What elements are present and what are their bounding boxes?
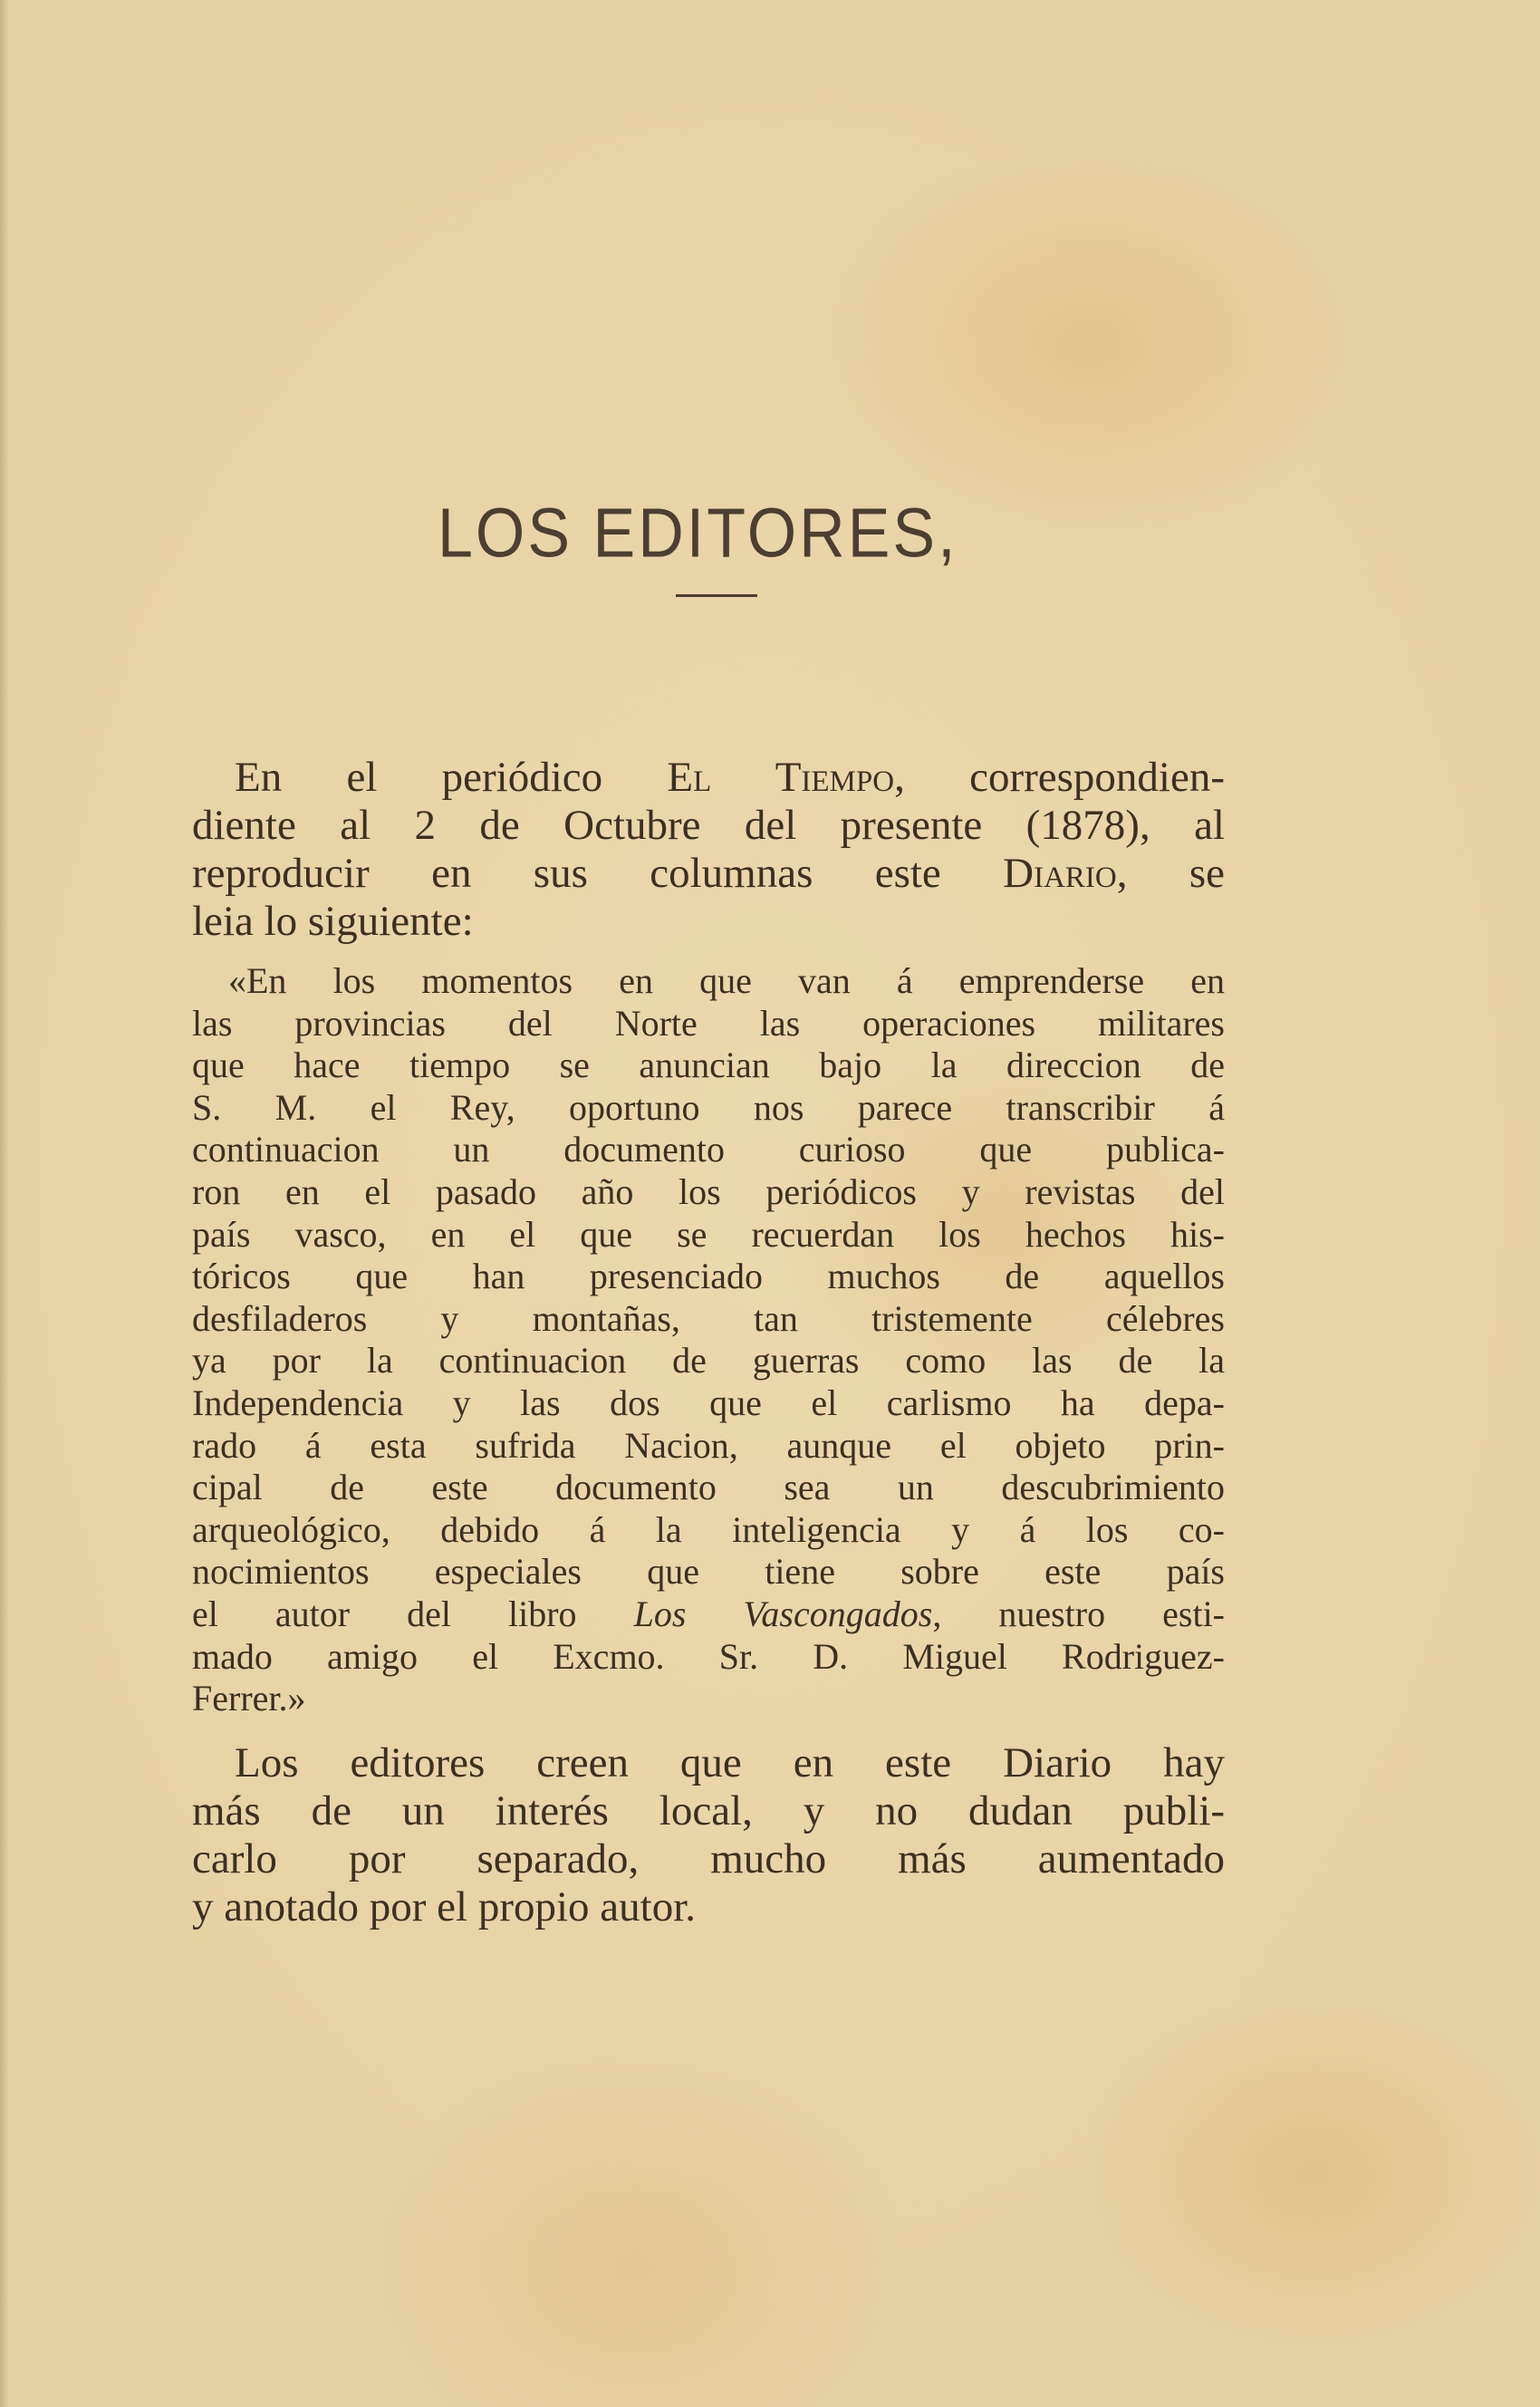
text-line: [192, 1636, 1225, 1679]
text-segment: rado á esta sufrida Nacion, aunque el objeto prin-: [192, 1424, 1225, 1466]
text-segment: ron en el pasado año los periódicos y revistas del: [192, 1170, 1225, 1212]
text-segment: mado amigo el Excmo. Sr. D. Miguel Rodriguez-: [192, 1635, 1225, 1677]
text-segment: arqueológico, debido á la inteligencia y á los co-: [192, 1508, 1225, 1550]
page-title: LOS EDITORES,: [438, 494, 958, 572]
text-line: [192, 802, 1225, 850]
publication-name: Diario: [1003, 850, 1117, 897]
text-segment: más de un interés local, y no dudan publi-: [192, 1787, 1225, 1834]
text-line: [192, 1003, 1225, 1045]
text-segment: las provincias del Norte las operaciones militares: [192, 1002, 1225, 1044]
text-line: [192, 1678, 1225, 1720]
text-line: [192, 1298, 1225, 1341]
text-segment: leia lo siguiente:: [192, 898, 474, 945]
text-segment: continuacion un documento curioso que publica-: [192, 1129, 1225, 1170]
text-line: [192, 1171, 1225, 1214]
text-segment: Los editores creen que en este Diario hay: [192, 1739, 1225, 1786]
text-segment: En el periódico: [192, 754, 668, 801]
text-segment: ya por la continuacion de guerras como las de la: [192, 1340, 1225, 1382]
text-segment: S. M. el Rey, oportuno nos parece transcribir á: [192, 1086, 1225, 1128]
text-line: [192, 1593, 1225, 1636]
text-line: [192, 1256, 1225, 1298]
text-segment: el autor del libro: [192, 1593, 634, 1634]
title-rule: [676, 594, 757, 597]
text-segment: desfiladeros y montañas, tan tristemente célebres: [192, 1297, 1225, 1339]
text-segment: y anotado por el propio autor.: [192, 1883, 697, 1930]
text-segment: cipal de este documento sea un descubrimiento: [192, 1467, 1225, 1508]
text-line: [192, 1425, 1225, 1468]
closing-paragraph: [192, 1739, 1225, 1931]
intro-paragraph: [192, 754, 1225, 946]
text-line: [192, 1214, 1225, 1256]
text-segment: «En los momentos en que van á emprenderse en: [192, 960, 1225, 1001]
text-line: [192, 960, 1225, 1003]
text-segment: tóricos que han presenciado muchos de aquellos: [192, 1256, 1225, 1297]
text-segment: nocimientos especiales que tiene sobre este país: [192, 1551, 1225, 1593]
text-line: [192, 1835, 1225, 1883]
text-line: [192, 1787, 1225, 1835]
quoted-paragraph: [192, 960, 1225, 1720]
publication-name: El Tiempo: [667, 754, 895, 801]
text-line: [192, 898, 1225, 946]
text-line: [192, 1551, 1225, 1593]
text-segment: carlo por separado, mucho más aumentado: [192, 1835, 1225, 1882]
text-line: [192, 1883, 1225, 1931]
text-segment: , correspondien-: [894, 754, 1225, 801]
text-line: [192, 1045, 1225, 1087]
text-line: [192, 1087, 1225, 1130]
text-line: [192, 754, 1225, 802]
text-segment: que hace tiempo se anuncian bajo la direccion de: [192, 1045, 1225, 1086]
page-edge: [0, 0, 9, 2407]
text-segment: país vasco, en el que se recuerdan los hechos his-: [192, 1213, 1225, 1255]
text-line: [192, 1509, 1225, 1552]
text-line: [192, 1129, 1225, 1171]
text-segment: Ferrer.»: [192, 1678, 306, 1719]
text-segment: diente al 2 de Octubre del presente (1878), al: [192, 802, 1225, 849]
text-line: [192, 1382, 1225, 1425]
text-line: [192, 850, 1225, 898]
text-line: [192, 1340, 1225, 1382]
text-segment: , nuestro esti-: [932, 1593, 1226, 1634]
text-segment: Independencia y las dos que el carlismo ha depa-: [192, 1382, 1225, 1423]
book-title: Los Vascongados: [633, 1593, 933, 1634]
text-line: [192, 1467, 1225, 1509]
text-segment: reproducir en sus columnas este: [192, 850, 1004, 897]
text-line: [192, 1739, 1225, 1787]
text-segment: , se: [1116, 850, 1226, 897]
